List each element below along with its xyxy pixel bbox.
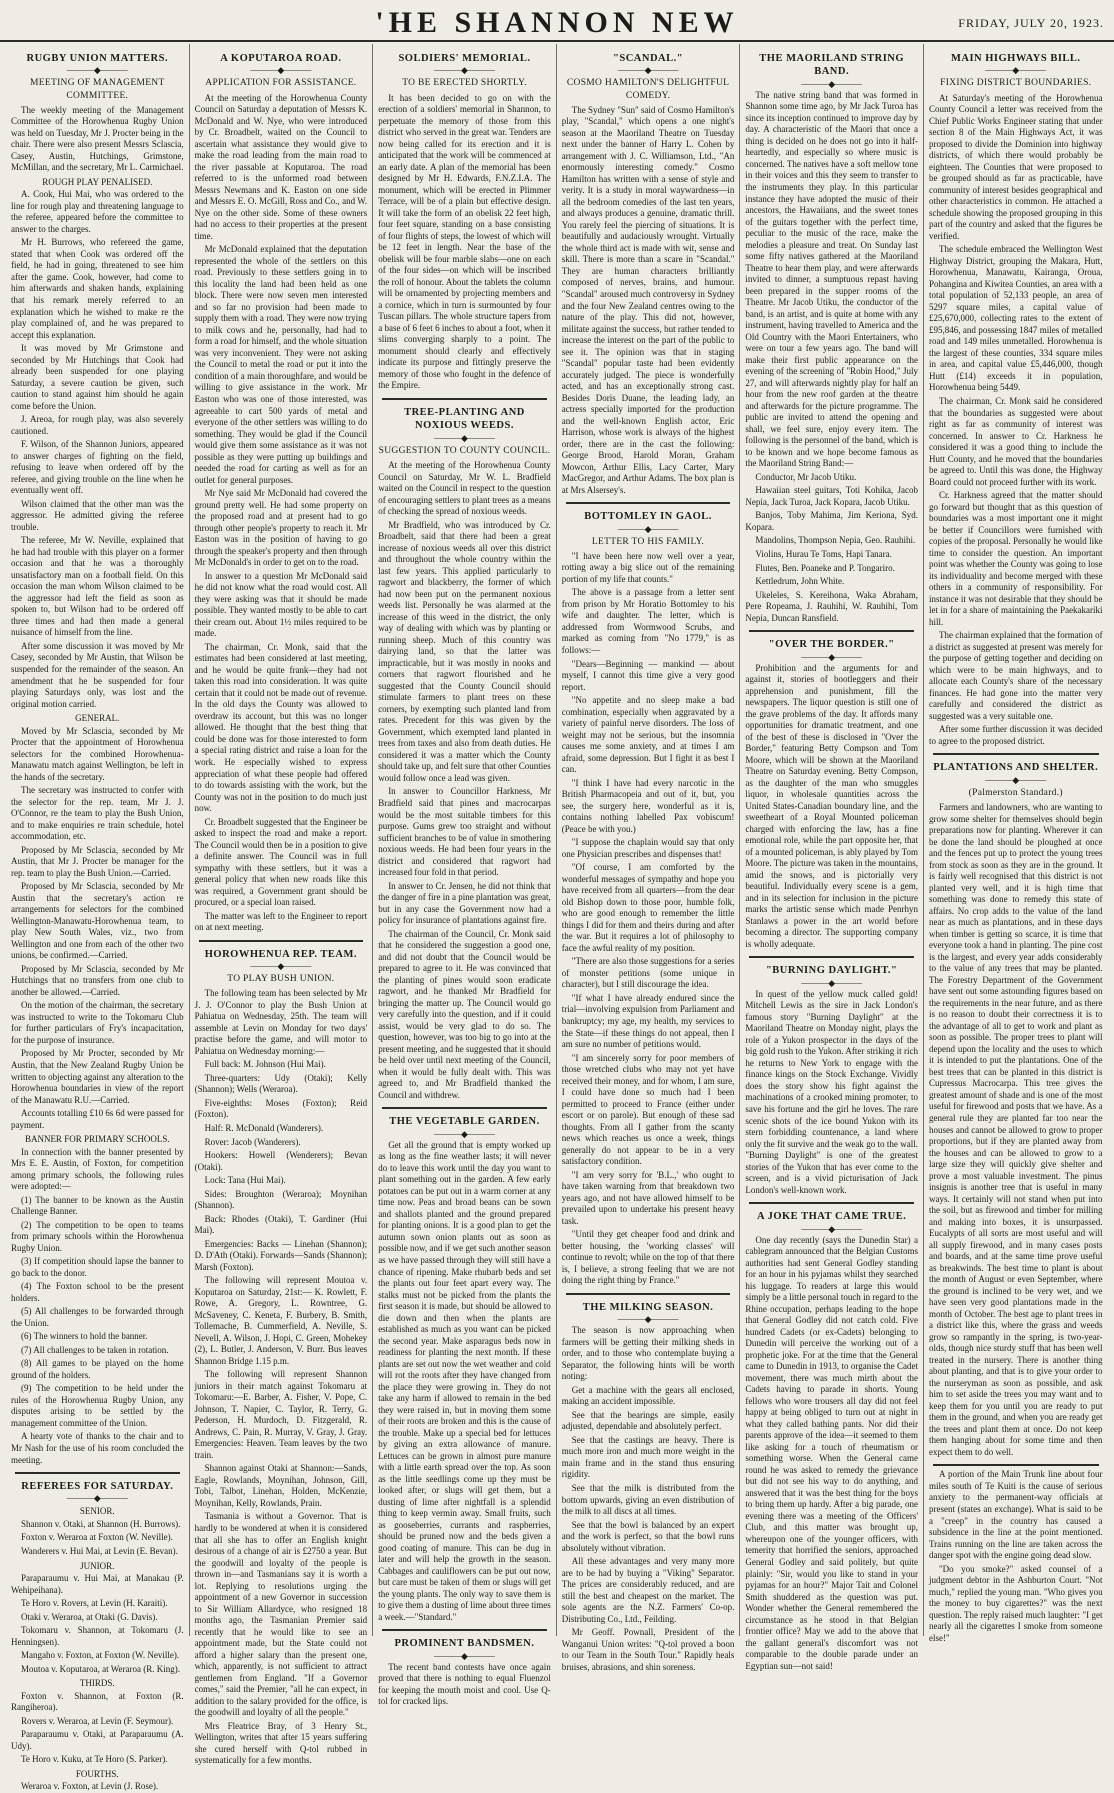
paragraph: Five-eighths: Moses (Foxton); Reid (Foxton). <box>194 1097 368 1120</box>
article-divider <box>749 956 914 958</box>
article-headline: PLANTATIONS AND SHELTER. <box>933 762 1099 774</box>
headline-ornament: ———◆——— <box>66 65 128 76</box>
paragraph: Mr Nye said Mr McDonald had covered the ground pretty well. He had some property on the proposed road and at present had to go through other people's property to reach it. Mr Easton was in the position of having to go through the speaker's property and then through Mr McDonald's in order to get on to the road. <box>194 488 368 568</box>
paragraph: See that the bearings are simple, easily adjusted, dependable and absolutely perfect. <box>561 1409 735 1432</box>
paragraph: Te Horo v. Rovers, at Levin (H. Karaiti). <box>21 1598 168 1609</box>
paragraph: Ukeleles, S. Kereihona, Waka Abraham, Pere Ropeama, J. Rauhihi, W. Rauhihi, Tom Nepia, Duncan Ransfield. <box>745 589 918 623</box>
article <box>745 1210 918 1672</box>
article-headline: BOTTOMLEY IN GAOL. <box>584 511 712 523</box>
paragraph: The secretary was instructed to confer with the selector for the rep. team, Mr J. J. O'Connor, re the team to play the Bush Union, and to make enquiries re train schedule, hotel accommodation, etc. <box>11 785 184 842</box>
paragraph: Hawaiian steel guitars, Toti Kohika, Jacob Nepia, Jack Turoa, Jack Kopara, Jacob Utiku. <box>745 485 918 507</box>
article-headline: THE MILKING SEASON. <box>582 1301 714 1313</box>
column-6 <box>924 44 1108 1643</box>
article-headline: THE MAORILAND STRING BAND. <box>759 53 905 78</box>
paragraph: Flutes, Ben. Poaneke and P. Tongariro. <box>755 562 895 573</box>
paragraph: "If what I have already endured since the trial—involving expulsion from Parliament and bankruptcy; my age, my health, my services to the State—if these things do not appeal, then I am sure no number of petitions would. <box>561 992 735 1050</box>
paragraph: See that the bowl is balanced by an expert and the work is perfect, so that the bowl runs absolutely without vibration. <box>561 1519 735 1553</box>
paragraph: The chairman, Cr. Monk said he considered that the boundaries as suggested were about right as far as community of interest was concerned. In answer to Cr. Harkness he considered it was a good thing to include the Hutt County, and he moved that the boundaries be agreed to. Until this was done, the Highway Board could not proceed further with its work. <box>928 396 1103 487</box>
paragraph: It has been decided to go on with the erection of a soldiers' memorial in Shannon, to perpetuate the memory of those from this district who served in the great war. Tenders are now being called for its erection and it is anticipated that the work will be commenced at an early date. A plan of the memorial has been designed by Mr H. Edwards, F.N.Z.I.A. The monument, which will be erected in Plimmer Terrace, will be of a plain but effective design. It will take the form of an obelisk 22 feet high, four feet square, standing on a base consisting of four flights of steps, the lowest of which will be 12 feet in length. Near the base of the obelisk will be four marble slabs—one on each of the four sides—on which will be inscribed the roll of honour. About the tablets the column will be ornamented by projecting members and a cornice, which in turn is surmounted by four Tuscan pillars. The whole structure tapers from a base of 6 feet 6 inches to about a foot, when it slims converging sharply to a point. The monument should clearly and effectively indicate its purpose and fittingly preserve the memory of those who fought in the defence of the Empire. <box>378 92 551 391</box>
headline-ornament: ———◆——— <box>801 977 863 988</box>
newspaper-title: 'HE SHANNON NEW <box>375 6 739 39</box>
section-heading: THIRDS. <box>79 1678 115 1689</box>
article-divider <box>749 630 914 632</box>
section-heading: JUNIOR. <box>80 1560 115 1571</box>
paragraph: The following team has been selected by Mr J. J. O'Connor to play the Bush Union at Pahiatua on Wednesday, 25th. The team will assemble at Levin on Monday for two days' practise before the game, and will motor to Pahiatua on Wednesday morning:— <box>194 988 368 1056</box>
article <box>11 1480 184 1793</box>
article-divider <box>382 398 547 400</box>
paragraph: Back: Rhodes (Otaki), T. Gardiner (Hui Mai). <box>194 1213 368 1236</box>
article <box>378 1637 551 1708</box>
paragraph: The chairman of the Council, Cr. Monk said that he considered the suggestion a good one, and did not doubt that the Council would be prepared to agree to it. He was convinced that the planting of pines would soon eradicate ragwort, and he thanked Mr Bradfield for bringing the matter up. The Council would go very carefully into the question, and if it could assist, would be very glad to do so. The question, however, was too big to go into at the present meeting, and he suggested that it should be held over until next meeting of the Council, when it would be fully dealt with. This was agreed to, and Mr Bradfield thanked the Council and withdrew. <box>378 928 551 1100</box>
paragraph: All these advantages and very many more are to be had by buying a "Viking" Separator. The prices are considerably reduced, and are still the best and cheapest on the market. The sole agents are the N.Z. Farmers' Co-op. Distributing Co., Ltd., Feilding. <box>561 1556 735 1624</box>
article-divider <box>382 1629 547 1631</box>
article <box>929 1469 1103 1644</box>
headline-ornament: ———◆——— <box>250 961 312 972</box>
paragraph: Rover: Jacob (Wanderers). <box>204 1136 301 1147</box>
paragraph: Mr H. Burrows, who refereed the game, stated that when Cook was ordered off the field, he had in going, threatened to see him after the game. Cook, however, had come to him afterwards and shaken hands, explaining that his remark merely referred to an explanation which he wished to make re the play complained of, and he was prepared to accept this explanation. <box>11 237 184 340</box>
column-4 <box>557 44 741 1672</box>
article <box>562 52 735 496</box>
paragraph: Prohibition and the arguments for and against it, stories of bootleggers and their apprehension and punishment, fill the newspapers. The liquor question is still one of the grave problems of the day. It affords many opportunities for dramatic treatment, and one of the best of these is disclosed in "Over the Border," featuring Betty Compson and Tom Moore, which will be shown at the Maoriland Theatre on Saturday evening. Betty Compson, as the daughter of the man who smuggles liquor, in wholesale quantities across the United States-Canadian boundary line, and the sweetheart of a Royal Mounted policeman charged with enforcing the law, has a fine emotional role, while the part opposite her, that of a mounted policeman, is ably played by Tom Moore. The picture was taken in the mountains, amid the snows, and is pictorially very beautiful. Individually every scene is a gem, and in its selection for inclusion in the picture marks the artistic sense which made Penrhyn Stanlaws a power in the art world before becoming a director. The supporting company is wholly adequate. <box>745 662 918 949</box>
paragraph: Shannon v. Otaki, at Shannon (H. Burrows). <box>21 1518 181 1529</box>
article-subheadline: TO PLAY BUSH UNION. <box>227 974 335 985</box>
headline-ornament: ———◆——— <box>985 65 1047 76</box>
paragraph: In answer to Councillor Harkness, Mr Bradfield said that pines and macrocarpas would be the most suitable timbers for this purpose. Gums grew too straight and without sufficient branches to be of value in smothering noxious weeds. He had been four years in the district and considered that ragwort had increased four fold in that period. <box>378 786 551 878</box>
article <box>929 761 1103 1458</box>
paragraph: Hookers: Howell (Wenderers); Bevan (Otaki). <box>194 1150 368 1172</box>
paragraph: Lock: Tana (Hui Mai). <box>204 1175 286 1186</box>
article-headline: TREE-PLANTING AND NOXIOUS WEEDS. <box>404 407 525 432</box>
column-5 <box>740 44 924 1671</box>
article <box>195 52 368 934</box>
paragraph: At the meeting of the Horowhenua County Council on Saturday, Mr W. L. Bradfield waited on the Council in respect to the question of encouraging settlers to plant trees as a means of checking the spread of noxious weeds. <box>378 460 551 517</box>
paragraph: Mandolins, Thompson Nepia, Geo. Rauhihi. <box>755 535 916 546</box>
article-divider <box>382 1107 547 1109</box>
paragraph: Conductor, Mr Jacob Utiku. <box>755 471 857 482</box>
article <box>745 52 918 624</box>
section-heading: BANNER FOR PRIMARY SCHOOLS. <box>24 1134 170 1145</box>
paragraph: In answer to a question Mr McDonald said he did not know what the road would cost. All they were asking was that it should be made possible. They wanted mostly to be able to cart their cream out. About 1½ miles required to be made. <box>194 570 368 639</box>
paragraph: The following will represent Moutoa v. Koputaroa on Saturday, 21st:— K. Rowlett, F. Rowe, A. Gregory, L. Rowntree, G. McSaveney, C. Keneta, F. Burbery, B. Smith, Tollemache, B. Cummerfield, A. Neville, S. Nevell, A. Wilson, J. Hopi, C. Green, Mohekey (2), L. Butler, J. Anderson, V. Burr. Bus leaves Shannon Bridge 1.15 p.m. <box>194 1275 368 1366</box>
paragraph: Accounts totalling £10 6s 6d were passed for payment. <box>11 1108 184 1130</box>
paragraph: Cr. Harkness agreed that the matter should go forward but thought that as this question of boundaries was a most important one it might be better if Councillors were furnished with copies of the proposal. Personally he would like time to consider the question. An important point was whether the County was going to lose its individuality and become merged with these others in a community of responsibility. For instance it was not desirable that they should be let in for a share of maintaining the Paekakariki hill. <box>928 490 1103 627</box>
paragraph: Three-quarters: Udy (Otaki); Kelly (Shannon); Wells (Weraroa). <box>194 1072 368 1095</box>
paragraph: Foxton v. Weraroa at Foxton (W. Neville). <box>21 1532 173 1543</box>
paragraph: Emergencies: Backs — Linehan (Shannon); D. D'Ath (Otaki). Forwards—Sands (Shannon); Marsh (Foxton). <box>194 1238 368 1272</box>
paragraph: At Saturday's meeting of the Horowhenua County Council a letter was received from the Chief Public Works Engineer stating that under section 8 of the Main Highways Act, it was proposed to divide the Dominion into highway districts, of which there would probably be eighteen. The Counties that were proposed to be grouped should as far as practicable, have community of interest besides geographical and other characteristics in common. He attached a schedule showing the proposed grouping in this part of the country and asked that the figures be verified. <box>928 92 1103 241</box>
paragraph: A. Cook, Hui Mai, who was ordered to the line for rough play and threatening language to the referee, appeared before the committee to answer to the charges. <box>11 189 184 234</box>
paragraph: (4) The Foxton school to be the present holders. <box>11 1281 184 1303</box>
paragraph: Full back: M. Johnson (Hui Mai). <box>204 1059 326 1070</box>
headline-ornament: ———◆——— <box>801 1223 863 1234</box>
paragraph: See that the milk is distributed from the bottom upwards, giving an even distribution of the milk to all discs at all times. <box>561 1482 735 1517</box>
paragraph: Te Horo v. Kuku, at Te Horo (S. Parker). <box>21 1754 168 1765</box>
paragraph: Cr. Broadbelt suggested that the Engineer be asked to inspect the road and make a report. The Council would then be in a position to give a definite answer. The Council was in full sympathy with these settlers, but it was a general policy that when new roads like this was required, a Government grant should be procured, or a special loan raised. <box>194 816 368 908</box>
headline-ornament: ———◆——— <box>617 523 679 534</box>
article-divider <box>749 1202 914 1204</box>
article <box>929 52 1103 747</box>
headline-ornament: ———◆——— <box>250 65 312 76</box>
paragraph: In answer to Cr. Jensen, he did not think that the danger of fire in a pine plantation was great, but in any case the Government now had a policy for insurance of plantations against fire. <box>378 880 551 926</box>
article-subheadline: (Palmerston Standard.) <box>968 787 1063 798</box>
article-subheadline: MEETING OF MANAGEMENT COMMITTEE. <box>30 78 165 101</box>
headline-ornament: ———◆——— <box>801 78 863 89</box>
paragraph: The above is a passage from a letter sent from prison by Mr Horatio Bottomley to his wife and daughter. The letter, which is addressed from Wormwood Scrubs, and marked as coming from "No 1779," is as follows:— <box>561 587 735 655</box>
paragraph: It was moved by Mr Grimstone and seconded by Mr Hutchings that Cook had already been suspended for one playing Saturday, a severe caution be given, such caution to stand against him should he again come before the Union. <box>11 343 184 411</box>
column-3 <box>373 44 557 1707</box>
page-columns <box>6 44 1108 1792</box>
paragraph: Get all the ground that is empty worked up as long as the fine weather lasts; it will never do to leave this work until the day you want to plant something out in the garden. A few early potatoes can be put out in a warm corner at any time now. Peas and broad beans can be sown and shallots planted and the ground prepared for planting onions. It is a good plan to get the autumn sown onion plants out as soon as possible now, and if we get such another season as we have passed through they will still have a chance of ripening. Make rhubarb beds and set the plants out four feet apart every way. The stalks must not be picked from the plants the first season it is made, but should be allowed to die down and then when the plants are established as much as you want can be picked the second year. Make asparagus beds now in readiness for planting the next month. If these plants are set out now the wet weather and cold will rot the roots after they have changed from the place they were growing in. They do not take any harm if allowed to remain in the bed they were raised in, but in moving them some of their roots are broken and this is the cause of the trouble. Make up a special bed for lettuces by giving an extra allowance of manure. Lettuces can be grown in almost pure manure with a little earth spread over the top. As soon as the little seedlings come up they must be looked after, or slugs will get them, but a dusting of lime after nightfall is a splendid thing to keep vermin away. Small fruits, such as gooseberries, currants and raspberries, should be pruned now and the beds given a good coating of manure. This can be dug in later and will help the growth in the season. Cabbages and cauliflowers can be put out now, but care must be taken of them or slugs will get the young plants. The only way to save them is to give them a dusting of lime about three times a week.—"Standard." <box>378 1139 551 1622</box>
paragraph: A hearty vote of thanks to the chair and to Mr Nash for the use of his room concluded the meeting. <box>11 1431 184 1465</box>
paragraph: "I am sincerely sorry for poor members of those wretched clubs who may not yet have received their money, and for whom, I am sure, I could have done so much had I been permitted to proceed to France (either under escort or on parole). But enough of these sad thoughts. From all I gather from the scanty news which reaches us once a week, things generally do not appear to be in a very satisfactory condition. <box>561 1052 735 1167</box>
article-divider <box>933 753 1099 755</box>
article-divider <box>566 502 731 504</box>
article-headline: "SCANDAL." <box>613 53 684 64</box>
paragraph: Weraroa v. Foxton, at Levin (J. Rose). <box>21 1781 159 1792</box>
article-subheadline: COSMO HAMILTON'S DELIGHTFUL COMEDY. <box>566 78 730 101</box>
headline-ornament: ———◆——— <box>434 65 495 76</box>
section-heading: GENERAL. <box>75 713 120 724</box>
paragraph: The following will represent Shannon juniors in their match against Tokomaru at Tokomaru:—E. Barber, A. Fisher, V. Pope, C. Johnson, T. Napier, C. Taylor, R. Terry, G. Pederson, H. Murdoch, D. Fitzgerald, R. Andrews, C. Pain, R. Murray, V. Gray, J. Gray. Emergencies: Heaven. Team leaves by the two train. <box>194 1369 368 1460</box>
article <box>745 964 918 1196</box>
headline-ornament: ———◆——— <box>801 651 863 662</box>
paragraph: Sides: Broughton (Weraroa); Moynihan (Shannon). <box>194 1188 368 1211</box>
article-headline: A JOKE THAT CAME TRUE. <box>756 1211 907 1223</box>
article-headline: "OVER THE BORDER." <box>768 639 895 651</box>
paragraph: "Dears—Beginning — mankind — about myself, I cannot this time give a very good report. <box>561 658 735 692</box>
section-heading: SENIOR. <box>79 1506 115 1517</box>
paragraph: (9) The competition to be held under the rules of the Horowhenua Rugby Union, any disputes arising to be settled by the management committee of the Union. <box>11 1383 184 1428</box>
headline-ornament: ———◆——— <box>617 1314 679 1325</box>
headline-ornament: ———◆——— <box>434 432 495 443</box>
paragraph: Tokomaru v. Shannon, at Tokomaru (J. Henningsen). <box>11 1625 184 1647</box>
article <box>745 638 918 950</box>
paragraph: "There are also those suggestions for a series of monster petitions (some unique in character), but I still discourage the idea. <box>561 956 735 990</box>
article-headline: A KOPUTAROA ROAD. <box>220 53 342 64</box>
paragraph: (7) All challenges to be taken in rotation. <box>21 1344 169 1355</box>
paragraph: A portion of the Main Trunk line about four miles south of Te Kuiti is the cause of serious anxiety to the permanent-way officials at present (states an exchange). What is said to be a "creep" in the country has caused a subsidence in the line at the point mentioned. Trains running on the line are taken across the danger spot with the engine going dead slow. <box>928 1469 1103 1561</box>
article-subheadline: FIXING DISTRICT BOUNDARIES. <box>940 78 1092 89</box>
column-1 <box>6 44 190 1792</box>
article <box>378 52 551 392</box>
article <box>562 1301 735 1673</box>
paragraph: (5) All challenges to be forwarded through the Union. <box>11 1306 184 1328</box>
paragraph: Wanderers v. Hui Mai, at Levin (E. Bevan). <box>21 1546 178 1556</box>
paragraph: Wilson claimed that the other man was the aggressor. He admitted giving the referee trouble. <box>11 498 184 532</box>
article <box>562 510 735 1287</box>
headline-ornament: ———◆——— <box>434 1650 495 1661</box>
paragraph: (1) The banner to be known as the Austin Challenge Banner. <box>11 1194 184 1217</box>
paragraph: The recent band contests have once again proved that there is nothing to equal Fluenzol for keeping the mouth moist and cool. Use Q-tol for cracked lips. <box>378 1661 551 1707</box>
article-headline: SOLDIERS' MEMORIAL. <box>398 53 531 64</box>
article-divider <box>15 1472 180 1474</box>
paragraph: Farmers and landowners, who are wanting to grow some shelter for themselves should begin preparations now for planting. Wherever it can be done the land should be ploughed at once and the fences put up to protect the young trees from stock as soon as they are in the ground. It is fairly well recognised that this district is not planted very well, and it is high time that something was done to remedy this state of affairs. No crop adds to the value of the land near as much as plantations, and in these days when timber is getting so scarce, it is time that everyone took a hand in planting. The pine cost is the largest, and every year adds considerably to the value of any trees that may be planted. The Forestry Department of the Government have sent out some astounding figures based on the requirements in the near future, and as there is no reason to doubt their correctness it is to the advantage of all to get to work and plant as soon as possible. The proper trees to plant will depend upon the locality and the uses to which it is intended to put the plantations. One of the best trees that can be planted in this district is Cupressus Macrocarpa. This tree gives the greatest amount of shade and is one of the most useful for firewood and posts that we have. As a general rule they are planted far too near the houses and cannot be allowed to grow to proper proportions, but if they are planted away from the houses and can be allowed to grow to a large size they will quickly give shelter and prove a most valuable investment. The pinus insignis is another tree that is useful in many ways. It certainly will not stand when put into the soil, but as firewood and timber for milling and making into boxes, it is unsurpassed. Eucalypts of all sorts are most useful and will all supply firewood, and in many cases posts and boards, and at the same time prove useful as breakwinds. The best time to plant is about the month of August or even September, where the ground is inclined to be very wet, and we have seen very good plantations made in the month of October. The best age to plant trees in a district like this, where the grass and weeds grow so rampantly in the spring, is two-year-olds, though nice sturdy stuff that has been well treated in the nursery. There is another thing about planting, and that is to give your order to the nurseryman as soon as possible, and ask him to set aside the trees you may want and to keep them for you until you are ready to put them in the ground, and when you are ready get the trees and plant them at once. Do not keep them hanging about for some time and then expect them to do well. <box>928 802 1103 1457</box>
paragraph: Tasmania is without a Governor. That is hardly to be wondered at when it is considered that all she has to offer an English knight desirous of a change of air is £2750 a year. But the goodwill and loyalty of the people is thrown in—and Tasmanians say it is worth a lot. Replying to resolutions urging the appointment of a new Governor in succession to Sir William Allardyce, who resigned 18 months ago, the Tasmanian Premier said recently that he would like to see an appointment made, but the State could not afford a higher salary than the present one, which, apparently, is not sufficient to attract gentlemen from England. "If a Governor comes," said the Premier, "all he can expect, in addition to the salary provided for the office, is the goodwill and loyalty of all the people." <box>194 1511 368 1718</box>
paragraph: Mr McDonald explained that the deputation represented the whole of the settlers on this road. Previously to these settlers going in to this locality the land had been held as one block. There were now seven men interested and so far no provision had been made to supply them with a road. They were now trying to milk cows and he, personally, had had to form a road for himself, and the whole situation was very inconvenient. They were not asking the Council to metal the road or put it into the condition of a main thoroughfare, and would be willing to give assistance in the work. Mr Easton who was one of those interested, was agreeable to cart 500 yards of metal and everyone of the other settlers was willing to do something. They would be glad if the Council would give them some assistance as it was not possible as they were putting up buildings and needed the road for carting as well as for an outlet for general purposes. <box>194 244 368 485</box>
headline-ornament: ———◆——— <box>434 1128 495 1139</box>
paragraph: The schedule embraced the Wellington West Highway District, grouping the Makara, Hutt, Horowhenua, Manawatu, Kairanga, Oroua, Pohangina and Kiwitea Counties, an area with a total population of 52,133 people, an area of 5297 square miles, a capital value of £25,670,000, collecting rates to the extent of £95,846, and possessing 1847 miles of metalled road and 149 miles unmetalled. Horowhenua is the largest of these counties, 334 square miles in area, and capital value £5,446,000, though Hutt (£14) exceeds it in population, Horowhenua being 5449. <box>928 244 1103 393</box>
paragraph: (6) The winners to hold the banner. <box>21 1331 148 1342</box>
article-subheadline: LETTER TO HIS FAMILY. <box>591 536 705 547</box>
paragraph: Banjos, Toby Mahima, Jim Keriona, Syd. Kopara. <box>745 510 918 532</box>
article-divider <box>199 940 364 942</box>
paragraph: "Do you smoke?" asked counsel of a judgment debtor in the Ashburton Court. "Not much," replied the young man. "Who gives you the money to buy cigarettes?" was the next question. The reply raised much laughter: "I get nearly all the cigarettes I smoke from someone else!" <box>928 1563 1103 1643</box>
paragraph: "I think I have had every narcotic in the British Pharmacopeia and out of it, but, you see, the surgery here, wonderful as it is, contains nothing labelled Pax vobiscum! (Peace be with you.) <box>561 777 735 834</box>
paragraph: (2) The competition to be open to teams from primary schools within the Horowhenua Rugby Union. <box>11 1219 184 1253</box>
paragraph: Moutoa v. Koputaroa, at Weraroa (R. King). <box>21 1663 180 1674</box>
paragraph: F. Wilson, of the Shannon Juniors, appeared to answer charges of fighting on the field, refusing to leave when ordered off by the referee, and giving trouble on the line when he eventually went off. <box>11 439 184 496</box>
masthead <box>0 0 1114 42</box>
paragraph: Proposed by Mr Sclascia, seconded by Mr Austin, that Mr J. Procter be manager for the rep. team to play the Bush Union.—Carried. <box>11 844 184 878</box>
column-2 <box>190 44 374 1766</box>
paragraph: Get a machine with the gears all enclosed, making an accident impossible. <box>561 1384 735 1407</box>
headline-ornament: ———◆——— <box>66 1493 128 1504</box>
article-headline: "BURNING DAYLIGHT." <box>765 965 898 977</box>
paragraph: Otaki v. Weraroa, at Otaki (G. Davis). <box>21 1611 158 1622</box>
paragraph: "I suppose the chaplain would say that only one Physician prescribes and dispenses that! <box>561 837 735 859</box>
paragraph: Half: R. McDonald (Wanderers). <box>204 1122 324 1133</box>
article-headline: PROMINENT BANDSMEN. <box>394 1638 535 1650</box>
paragraph: Proposed by Mr Sclascia, seconded by Mr Hutchings that no transfers from one club to another be allowed.—Carried. <box>11 963 184 997</box>
paragraph: J. Areoa, for rough play, was also severely cautioned. <box>11 414 184 436</box>
paragraph: The chairman explained that the formation of a district as suggested at present was merely for the purpose of getting together and deciding on which were to be main highways, and to allocate each County's share of the necessary finances. He had gone into the matter very carefully and considered the district as suggested was a very suitable one. <box>928 630 1103 721</box>
article-headline: HOROWHENUA REP. TEAM. <box>204 948 358 960</box>
paragraph: Mr Geoff. Pownall, President of the Wanganui Union writes: "Q-tol proved a boon to our Team in the South Tour." Rapidly heals bruises, abrasions, and shin soreness. <box>561 1627 735 1672</box>
paragraph: Proposed by Mr Sclascia, seconded by Mr Austin that the secretary's action re arrangements for selectors for the combined Wellington-Manawatu-Horowhenua team, to play New South Wales, viz., two from Wellington and one from each of the other two unions, be confirmed.—Carried. <box>11 881 184 961</box>
paragraph: The referee, Mr W. Neville, explained that he had had trouble with this player on a former occasion and that he was a thoroughly unsatisfactory man on a football field. On this occasion the man whom Wilson claimed to be the aggressor had left the field as soon as spoken to, but Wilson had to be ordered off three times and had then made a general nuisance of himself from the line. <box>11 535 184 638</box>
paragraph: Kettledrum, John White. <box>755 576 845 587</box>
section-heading: ROUGH PLAY PENALISED. <box>42 176 153 187</box>
paragraph: "Of course, I am comforted by the wonderful messages of sympathy and hope you have received from all quarters—from the dear old Bishop down to those poor, humble folk, who are good enough to remember the little things I did for them and theirs during and after the war. But it requires a lot of philosophy to face the awful reality of my position. <box>561 862 735 953</box>
article-headline: MAIN HIGHWAYS BILL. <box>950 53 1081 64</box>
paragraph: "No appetite and no sleep make a bad combination, especially when aggravated by a variety of painful nerve disorders. The loss of weight may not be serious, but the insomnia causes me some anxiety, and at times I am afraid, some depression. But I fight it as best I can. <box>561 695 735 775</box>
article-headline: THE VEGETABLE GARDEN. <box>389 1116 540 1128</box>
article <box>195 948 368 1767</box>
paragraph: In quest of the yellow muck called gold! Mitchell Lewis as the sire in Jack London's famous story "Burning Daylight" at the Maoriland Theatre on Monday night, plays the role of a Yukon prospector in the days of the big gold rush to the Yukon. After striking it rich he returns to New York to engage with the finance kings on the Stock Exchange. Vividly does the story show his fight against the machinations of a crooked mining promoter, to save his fortune and the girl he loves. The rare scenic shots of the ice bound Yukon with its stern forbidding countenance, a land where only the fit survive and the weak go to the wall. "Burning Daylight" is one of the greatest stories of the Yukon that has ever come to the screen, and is a vivid picturisation of Jack London's well-known work. <box>745 988 918 1195</box>
paragraph: Mr Bradfield, who was introduced by Cr. Broadbelt, said that there had been a great increase of noxious weeds all over this district and throughout the whole country within the last few years. This applied particularly to ragwort and blackberry, the former of which had now been put on the permanent noxious weeds list. Personally he was alarmed at the increase of this weed in the district, the only way of dealing with which was by planting or running sheep. Much of this country was dairying land, so that the latter was impracticable, but it was mostly in nooks and corners that ragwort flourished and he suggested that the County Council should stimulate farmers to plant trees on these corners, by exempting such planted land from rates. Precedent for this was given by the Government, which exempted land planted in trees from taxes and also from death duties. He considered it was a matter which the County should take up, and felt sure that other Counties would follow once a lead was given. <box>378 519 551 783</box>
paragraph: Shannon against Otaki at Shannon:—Sands, Eagle, Rowlands, Moynihan, Johnson, Gill, Tobi, Talbot, Linehan, Holden, McKenzie, Moynihan, Kelly, Rowlands, Prain. <box>194 1463 368 1508</box>
paragraph: Mangaho v. Foxton, at Foxton (W. Neville). <box>21 1650 180 1661</box>
paragraph: Paraparaumu v. Otaki, at Paraparaumu (A. Udy). <box>11 1729 184 1751</box>
paragraph: Paraparaumu v. Hui Mai, at Manakau (P. Wehipeihana). <box>11 1573 184 1595</box>
paragraph: The matter was left to the Engineer to report on at next meeting. <box>194 910 368 933</box>
article-subheadline: SUGGESTION TO COUNTY COUNCIL. <box>378 445 551 456</box>
paragraph: The Sydney "Sun" said of Cosmo Hamilton's play, "Scandal," which opens a one night's season at the Maoriland Theatre on Tuesday next under the banner of Harry L. Cohen by arrangement with J. C. Williamson, Ltd., "An enormously interesting comedy." Cosmo Hamilton has written with a sense of style and verity. It is a study in moral waywardness—in all the bedroom comedies of the last ten years, and always produces a genuine, dramatic thrill. You rarely feel the piercing of situations. It is beautifully and audaciously wrought. Virtually the whole third act is made with wit, sense and skill. There is more than a scare in "Scandal." They are human characters brilliantly composed of nerves, brains, and humour. "Scandal" aroused much controversy in Sydney and the four New Zealand centres owing to the nature of the play. This did not, however, militate against the success, but rather tended to increase the interest on the part of the public to see it. The opinion was that in staging "Scandal" popular taste had been evidently accurately judged. The piece is wonderfully acted, and has an exceptionally strong cast. Besides Doris Duane, the leading lady, an actress specially imported for the production and the well-known English actor, Eric Harrison, whose work is always of the highest order, there are in the cast the following: George Brood, Harold Moran, Graham Mowcon, Arthur Ellis, Lacy Carter, Mary MacGregor, and Arthur Adams. The box plan is at Mrs Alsersey's. <box>561 104 735 495</box>
article-subheadline: APPLICATION FOR ASSISTANCE. <box>205 78 357 89</box>
paragraph: The season is now approaching when farmers will be getting their milking sheds in order, and to those who contemplate buying a Separator, the following hints will be worth noting: <box>561 1325 735 1382</box>
paragraph: After some further discussion it was decided to agree to the proposed district. <box>928 724 1103 746</box>
paragraph: Foxton v. Shannon, at Foxton (R. Rangiheroa). <box>11 1690 184 1713</box>
paragraph: In connection with the banner presented by Mrs E. E. Austin, of Foxton, for competition among primary schools, the following rules were adopted:— <box>11 1146 184 1192</box>
paragraph: One day recently (says the Dunedin Star) a cablegram announced that the Belgian Customs authorities had sent General Godley standing for an hour in his pyjamas whilst they searched his luggage. To readers at large this would simply be a little personal touch in regard to the Rhine occupation, perhaps leading to the hope that General Godley did not catch cold. Five hundred Cadets (or ex-Cadets) belonging to Dunedin will perceive the working out of a prophetic joke. For at the time that the General came to Dunedin in 1913, to organise the Cadet movement, there was much mirth about the Cadets having to parade in shorts. Young fellows who wore trousers all day did not feel happy at being obliged to turn out at night in what they called bathing pants. Nor did their parents approve of the idea—it seemed to them like asking for a touch of rheumatism or something worse. When the General came round he was asked to remedy the grievance but did not see his way to do anything, and answered that it was the best thing for the boys to bring them up hardy. After a big parade, one evening there was a meeting of the Officers' Club, and this matter was brought up, whereupon one of the younger officers, with temerity that horrified the seniors, approached General Godley and said politely, but quite plainly: "Sir, would you like to stand in your pyjamas for an hour?" Major Tait and Colonel Smith shuddered as the question was put. Wonder whether the General remembered the circumstance as he stood in that Belgian frontier office? May we add to the above that the gallant general's discomfort was not comparable to the double parade under an Egyptian sun—not said! <box>745 1234 918 1671</box>
paragraph: The chairman, Cr. Monk, said that the estimates had been considered at last meeting, and he would be quite frank—they had not taken this road into consideration. It was quite certain that it could not be made out of revenue. In the old days the County was allowed to overdraw its account, but this was no longer allowed. He thought that the best thing that could be done was for those interested to form a special rating district and raise a loan for the work. He especially wished to express appreciation of what these people had offered to do towards assisting with the work, but the County was not in the position to do much just now. <box>194 641 368 814</box>
headline-ornament: ———◆——— <box>985 774 1047 785</box>
paragraph: At the meeting of the Horowhenua County Council on Saturday a deputation of Messrs K. McDonald and W. Nye, who were introduced by Cr. Broadbelt, waited on the Council to ascertain what assistance they would give to make the road leading from the main road to the river passable at Koputaroa. The road referred to is the unformed road between Messrs Newmans and K. Easton on one side and Messrs E. O. McGill, Ross and Co., and W. Nye on the other side. Some of these owners had no access to their properties at the present time. <box>194 92 368 241</box>
paragraph: Rovers v. Weraroa, at Levin (F. Seymour). <box>21 1715 174 1726</box>
section-heading: FOURTHS. <box>75 1768 119 1779</box>
article <box>378 406 551 1101</box>
paragraph: The native string band that was formed in Shannon some time ago, by Mr Jack Turoa has since its inception continued to improve day by day. A characteristic of the Maori that once a thing is decided on he does not go into it half-heartedly, and especially so where music is concerned. The natives have a soft mellow tone in their voices and this they seem to transfer to the instruments they play. In this particular instance they have adopted the music of their ancestors, the Hawaiians, and the sweet tones of the guitars together with the perfect time, peculiar to the music of the race, make the melodies a pleasure and treat. On Sunday last some fifty natives gathered at the Maoriland Theatre to hear them play, and were afterwards invited to dinner, a sumptuous repast having been prepared in the supper rooms of the Theatre. Mr Jacob Utiku, the conductor of the band, is an artist, and is quite at home with any instrument, having travelled to America and the Old Country with the Maori Entertainers, who were on tour a few years ago. The band will make their first public appearance on the evening of the screening of "Robin Hood," July 27, and will afterwards nightly play for half an hour from the new roof garden at the theatre and afterwards for the picture programme. The public are invited to attend the opening and shall, we feel sure, enjoy every item. The following is the personnel of the band, which is to be known and we hope become famous as the Maoriland String Band:— <box>745 89 918 469</box>
paragraph: "I am very sorry for 'B.L.,' who ought to have taken warning from that breakdown two years ago, and not have allowed himself to be prevailed upon to undertake his present heavy task. <box>561 1169 735 1226</box>
article <box>378 1115 551 1623</box>
paragraph: Mrs Fleatrice Bray, of 3 Henry St., Wellington, writes that after 15 years suffering she cured herself with Q-tol rubbed in systematically for a few months. <box>194 1720 368 1766</box>
article-headline: REFEREES FOR SATURDAY. <box>21 1481 174 1493</box>
issue-date: FRIDAY, JULY 20, 1923. <box>958 16 1104 30</box>
article-headline: RUGBY UNION MATTERS. <box>26 53 169 64</box>
article-subheadline: TO BE ERECTED SHORTLY. <box>402 78 527 89</box>
paragraph: After some discussion it was moved by Mr Casey, seconded by Mr Austin, that Wilson be suspended for the remainder of the season. An amendment that he be suspended for four playing Saturdays only, was lost and the original motion carried. <box>11 640 184 709</box>
article-divider <box>933 1464 1099 1466</box>
paragraph: See that the castings are heavy. There is much more iron and much more weight in the main frame and in the stand thus ensuring rigidity. <box>561 1434 735 1480</box>
paragraph: Moved by Mr Sclascia, seconded by Mr Procter that the appointment of Horowhenua selectors for the combined Horowhenua-Manawatu match against Wellington, be left in the hands of the secretary. <box>11 725 184 782</box>
paragraph: On the motion of the chairman, the secretary was instructed to write to the Tokomaru Club for further particulars of Fry's incapacitation, for the purpose of insurance. <box>11 1000 184 1045</box>
paragraph: "Until they get cheaper food and drink and better housing, the 'working classes' will continue to revolt; while on the top of that there is, I believe, a strong feeling that we are not doing the right thing by France." <box>561 1229 735 1286</box>
paragraph: (8) All games to be played on the home ground of the holders. <box>11 1358 184 1380</box>
article-divider <box>566 1293 731 1295</box>
headline-ornament: ———◆——— <box>617 65 679 76</box>
article <box>11 52 184 1466</box>
paragraph: Violins, Hurau Te Toms, Hapi Tanara. <box>755 548 892 559</box>
paragraph: "I have been here now well over a year, rotting away a big slice out of the remaining portion of my life that counts." <box>561 550 735 584</box>
paragraph: Proposed by Mr Procter, seconded by Mr Austin, that the New Zealand Rugby Union be written to objecting against any alteration to the Horowhenua boundaries in view of the report of the Manawatu R.U.—Carried. <box>11 1048 184 1105</box>
paragraph: The weekly meeting of the Management Committee of the Horowhenua Rugby Union was held on Tuesday, Mr J. Procter being in the chair. There were also present Messrs Sclascia, Casey, Austin, Hutchings, Grimstone, McMillan, and the secretary, Mr L. Carmichael. <box>11 104 184 173</box>
paragraph: (3) If competition should lapse the banner to go back to the donor. <box>11 1256 184 1278</box>
